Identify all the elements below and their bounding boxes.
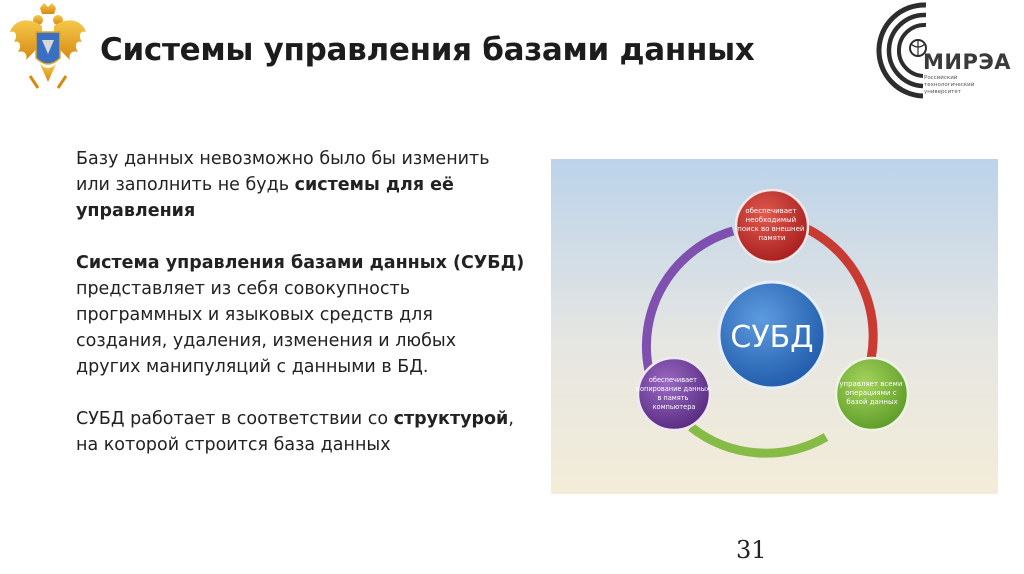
paragraph-1-bold: системы для её управления bbox=[76, 175, 454, 221]
center-label: СУБД bbox=[730, 320, 814, 355]
logo-name: МИРЭА bbox=[923, 50, 1012, 74]
page-number: 31 bbox=[736, 536, 767, 564]
paragraph-3-text-after: , на которой строится база данных bbox=[76, 409, 514, 455]
node-3-line-3: в память bbox=[657, 394, 689, 402]
node-1-line-4: памяти bbox=[758, 234, 786, 242]
node-search-external-memory bbox=[736, 190, 808, 262]
node-1-line-1: обеспечивает bbox=[745, 207, 797, 215]
node-2-line-2: операциями с bbox=[845, 389, 897, 397]
node-3-line-4: компьютера bbox=[652, 403, 696, 411]
node-2-line-1: управляет всеми bbox=[839, 380, 903, 388]
paragraph-3 bbox=[76, 406, 526, 458]
svg-text:управляет всеми операция bbox=[839, 380, 904, 406]
paragraph-2 bbox=[76, 250, 526, 380]
node-2-line-3: базой данных bbox=[846, 398, 898, 406]
slide-title: Системы управления базами данных bbox=[100, 32, 755, 68]
node-manage-operations bbox=[836, 358, 908, 430]
dbms-cycle-diagram bbox=[551, 159, 998, 494]
paragraph-1 bbox=[76, 146, 526, 224]
node-1-line-3: поиск во внешней bbox=[737, 225, 805, 233]
paragraph-3-bold: структурой bbox=[393, 409, 509, 429]
node-3-line-2: копирование данных bbox=[636, 385, 710, 393]
logo-subtitle: Российский технологический университет bbox=[924, 75, 975, 95]
paragraph-2-bold: Система управления базами данных (СУБД) bbox=[76, 253, 525, 273]
node-1-line-2: необходимый bbox=[745, 216, 797, 224]
node-3-line-1: обеспечивает bbox=[648, 376, 698, 384]
node-copy-to-memory bbox=[636, 358, 712, 430]
ministry-emblem-icon bbox=[8, 2, 88, 98]
center-node bbox=[719, 282, 825, 388]
paragraph-2-text: представляет из себя совокупность программных и языковых средств для создания, удаления, изменения и любых других манипуляций с данными в БД. bbox=[76, 279, 457, 377]
paragraph-1-text: Базу данных невозможно было бы изменить или заполнить не будь bbox=[76, 149, 490, 195]
paragraph-3-text-before: СУБД работает в соответствии со bbox=[76, 409, 394, 429]
body-text bbox=[76, 146, 526, 484]
